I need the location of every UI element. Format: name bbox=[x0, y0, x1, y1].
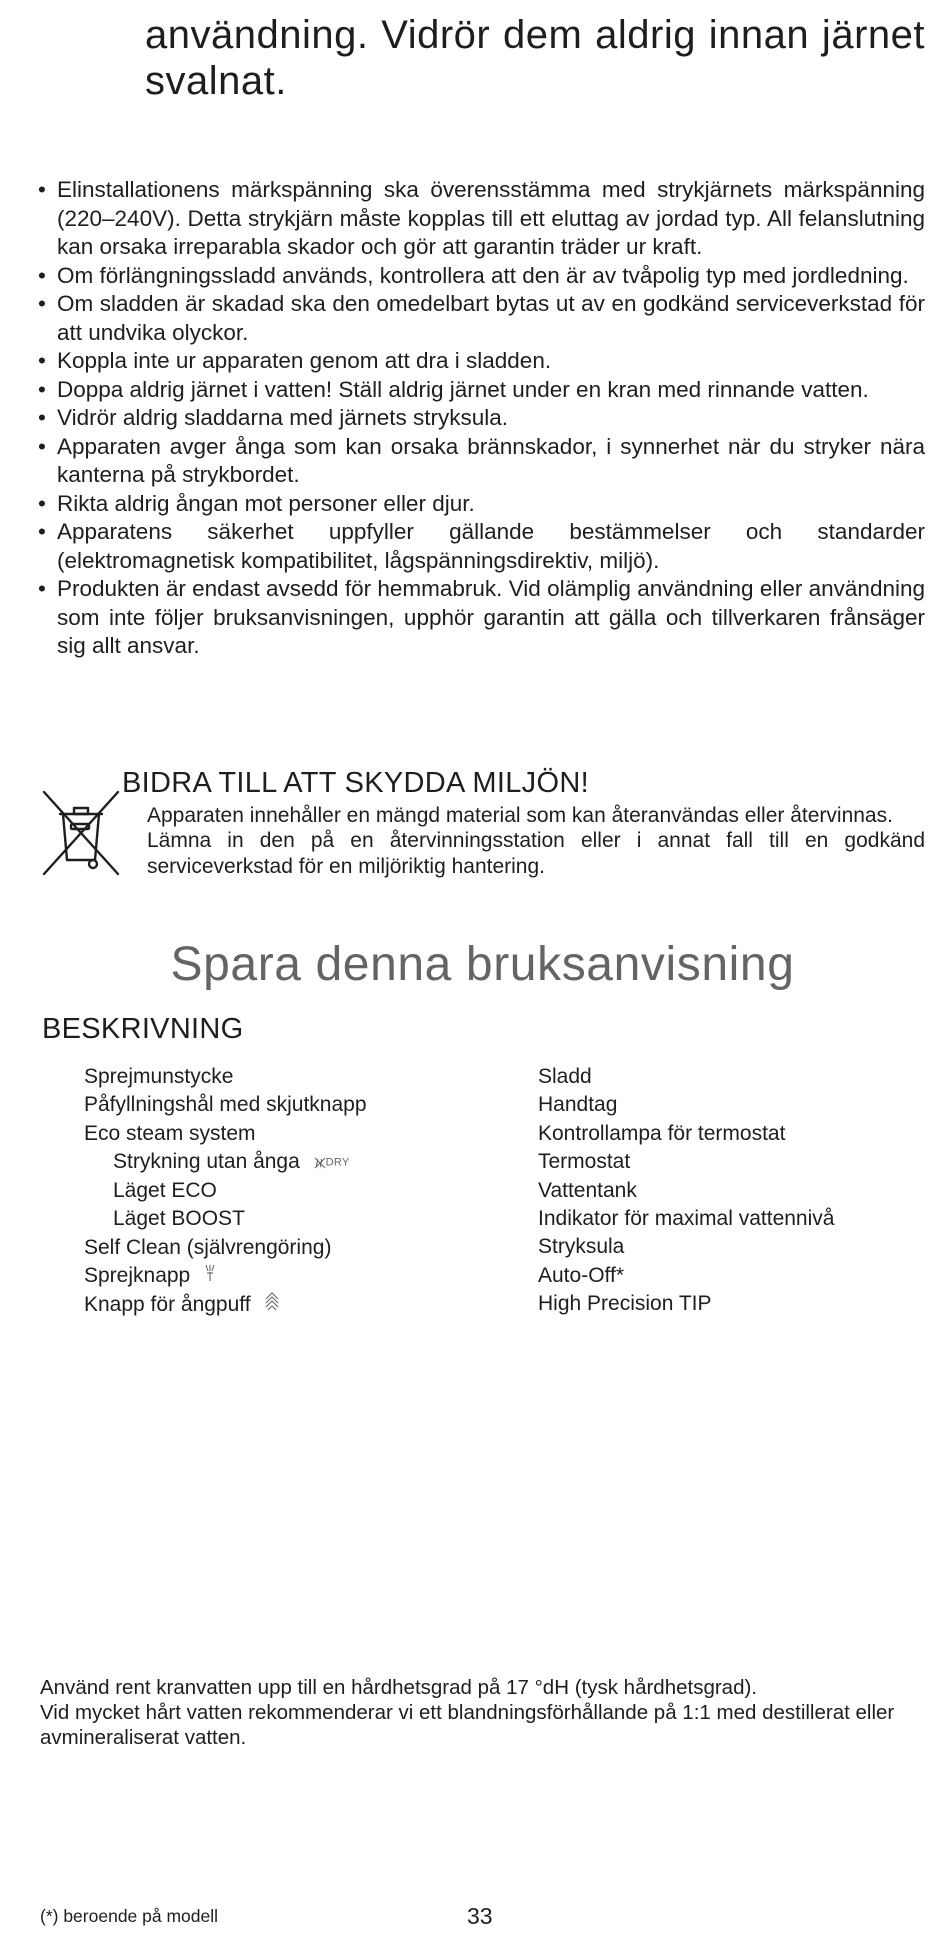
description-item: Läget BOOST bbox=[113, 1207, 245, 1231]
water-note-line: Använd rent kranvatten upp till en hårdhetsgrad på 17 °dH (tysk hårdhetsgrad). bbox=[40, 1676, 758, 1699]
save-manual-heading: Spara denna bruksanvisning bbox=[170, 938, 795, 991]
safety-item: • Om sladden är skadad ska den omedelbart bytas ut av en godkänd serviceverkstad för att undvika olyckor. bbox=[38, 290, 925, 347]
safety-item: • Produkten är endast avsedd för hemmabruk. Vid olämplig användning eller användning som inte följer bruksanvisningen, upphör garantin att gälla och tillverkaren frånsäger sig allt ansvar. bbox=[38, 575, 925, 661]
description-item: Termostat bbox=[538, 1150, 631, 1174]
description-item: Sladd bbox=[538, 1065, 592, 1088]
intro-continuation-text: användning. Vidrör dem aldrig innan järnet svalnat. bbox=[145, 13, 925, 103]
description-left-column bbox=[84, 1063, 504, 1320]
environment-text bbox=[147, 803, 925, 879]
water-hardness-note bbox=[40, 1675, 930, 1750]
description-item: Vattentank bbox=[538, 1178, 637, 1202]
environment-heading: BIDRA TILL ATT SKYDDA MILJÖN! bbox=[122, 767, 589, 799]
dry-label: DRY bbox=[325, 1156, 350, 1169]
crossed-out-wheelie-bin-icon bbox=[40, 790, 122, 876]
description-item: Stryksula bbox=[538, 1235, 625, 1259]
description-item: Handtag bbox=[538, 1093, 618, 1117]
model-footnote: (*) beroende på modell bbox=[40, 1906, 219, 1926]
description-heading: BESKRIVNING bbox=[42, 1013, 244, 1045]
safety-item: • Koppla inte ur apparaten genom att dra i sladden. bbox=[38, 347, 925, 376]
safety-item: • Rikta aldrig ångan mot personer eller djur. bbox=[38, 490, 925, 519]
description-item: Läget ECO bbox=[113, 1179, 217, 1202]
description-item: Kontrollampa för termostat bbox=[538, 1121, 786, 1145]
safety-item: • Elinstallationens märkspänning ska överensstämma med strykjärnets märkspänning (220–240V). Detta strykjärn måste kopplas till ett eluttag av jordad typ. All felanslutning kan orsaka irreparabla skador och gör att garantin träder ur kraft. bbox=[38, 176, 925, 262]
safety-item: • Apparaten avger ånga som kan orsaka brännskador, i synnerhet när du stryker nära kanterna på strykbordet. bbox=[38, 433, 925, 490]
description-item: Knapp för ångpuff bbox=[84, 1291, 504, 1320]
safety-item: • Vidrör aldrig sladdarna med järnets stryksula. bbox=[38, 404, 925, 433]
page-number: 33 bbox=[467, 1903, 493, 1929]
water-note-line: Vid mycket hårt vatten rekommenderar vi ett blandningsförhållande på 1:1 med destillerat eller avmineraliserat vatten. bbox=[40, 1701, 895, 1749]
safety-instructions-list bbox=[38, 176, 925, 661]
spray-icon bbox=[204, 1262, 216, 1290]
description-item: Eco steam system bbox=[84, 1121, 256, 1145]
steam-burst-icon bbox=[264, 1291, 280, 1319]
environment-paragraph: Lämna in den på en återvinningsstation eller i annat fall till en godkänd serviceverkstad för en miljöriktig hantering. bbox=[147, 829, 925, 878]
description-item: Sprejknapp bbox=[84, 1262, 504, 1291]
safety-item: • Om förlängningssladd används, kontrollera att den är av tvåpolig typ med jordledning. bbox=[38, 262, 925, 291]
description-item: Strykning utan ånga DRY bbox=[84, 1148, 504, 1177]
safety-item: • Apparatens säkerhet uppfyller gällande bestämmelser och standarder (elektromagnetisk kompatibilitet, lågspänningsdirektiv, miljö). bbox=[38, 518, 925, 575]
description-item: High Precision TIP bbox=[538, 1292, 712, 1316]
no-steam-dry-icon bbox=[314, 1148, 350, 1177]
description-item: Self Clean (självrengöring) bbox=[84, 1235, 332, 1259]
description-right-column bbox=[538, 1063, 938, 1319]
description-item: Indikator för maximal vattennivå bbox=[538, 1207, 835, 1231]
description-item: Sprejmunstycke bbox=[84, 1065, 234, 1088]
safety-item: • Doppa aldrig järnet i vatten! Ställ aldrig järnet under en kran med rinnande vatten. bbox=[38, 376, 925, 405]
environment-paragraph: Apparaten innehåller en mängd material som kan återanvändas eller återvinnas. bbox=[147, 804, 893, 827]
description-item: Påfyllningshål med skjutknapp bbox=[84, 1093, 367, 1117]
description-item: Auto-Off* bbox=[538, 1263, 624, 1287]
